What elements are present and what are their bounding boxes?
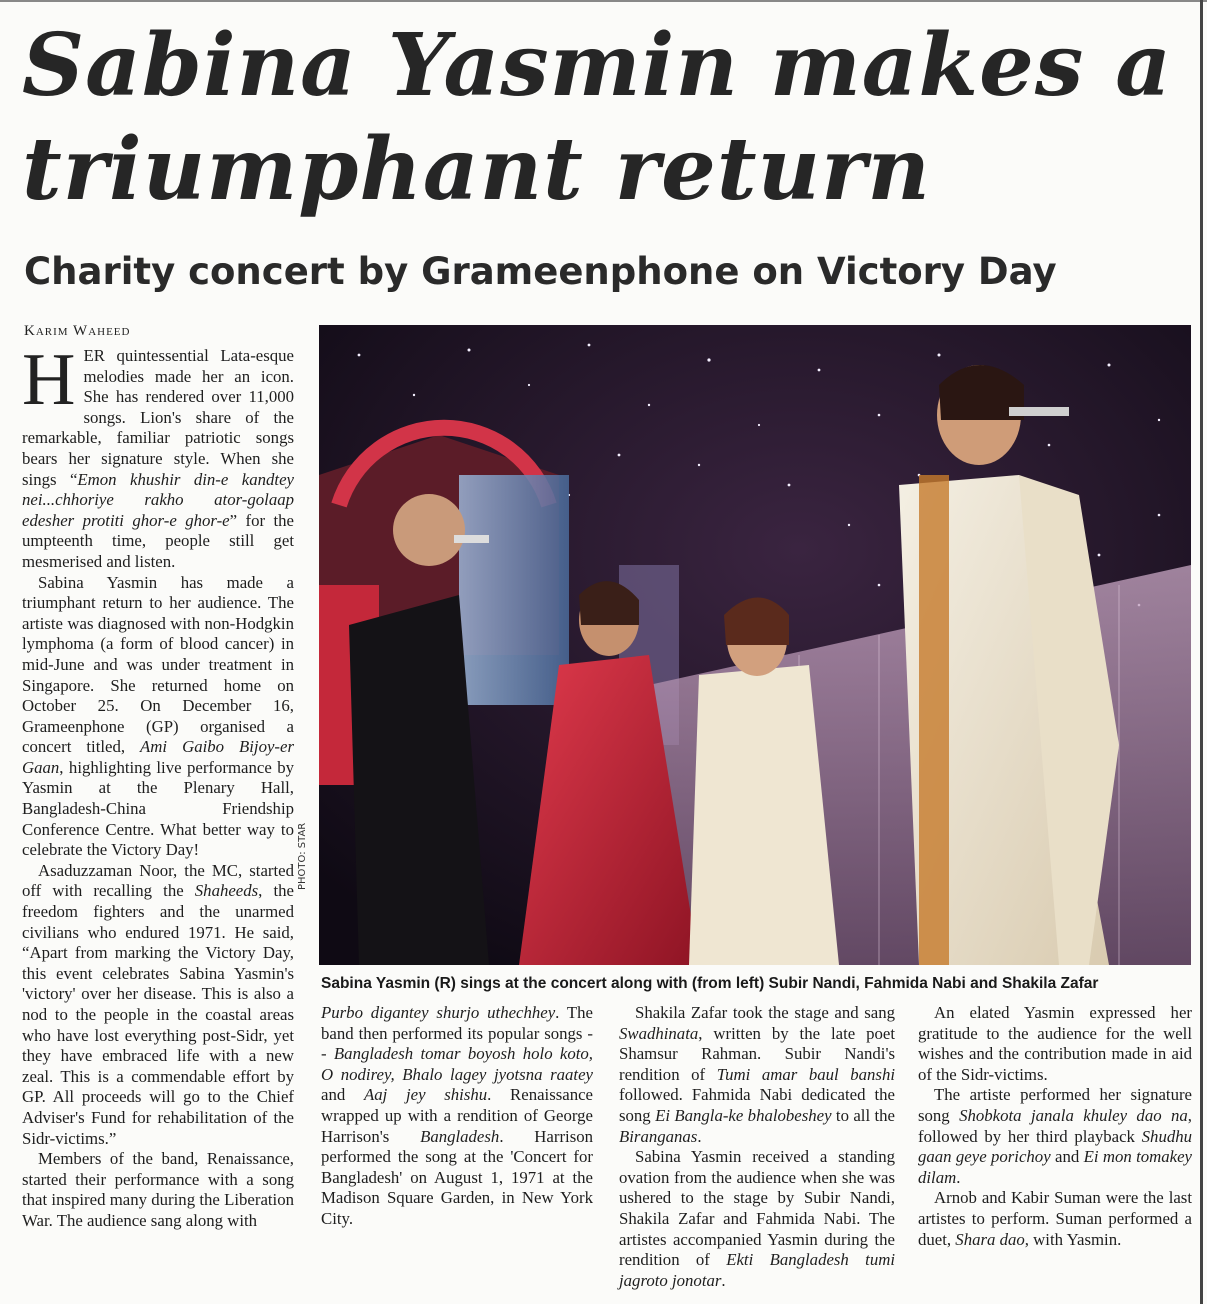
song-title: Aaj jey shishu (363, 1085, 488, 1105)
text-run: Sabina Yasmin has made a triumphant return to her audience. The artiste was diagnosed with non-Hodgkin lymphoma (a form of blood cancer) in mid-June and was under treatment in Singapore. She returned home on October 25. On December 16, Grameenphone (GP) organised a concert titled, (22, 572, 294, 757)
text-run: Asaduzzaman Noor, the MC, started off with recalling the (22, 860, 294, 901)
drop-cap: H (22, 339, 76, 421)
italic-term: Biranganas (619, 1126, 698, 1146)
paragraph-8 (918, 1085, 1192, 1188)
song-title: Tumi amar baul banshi (716, 1064, 895, 1084)
paragraph-9 (918, 1188, 1192, 1250)
stage-scene (319, 325, 1191, 965)
text-run: and (321, 1085, 364, 1105)
italic-term: Shaheeds (194, 881, 259, 901)
text-run: , with Yasmin. (1024, 1229, 1122, 1249)
song-title: Bangladesh (420, 1126, 500, 1146)
song-lyric: Emon khushir din-e kandtey nei...chhoriye rakho ator-golaap edesher protiti ghor-e ghor-e (22, 469, 294, 530)
text-run: . Harrison performed the song at the 'Concert for Bangladesh' on August 1, 1971 at the Madison Square Garden, in New York City. (321, 1126, 594, 1228)
song-title: Purbo digantey shurjo uthechhey (321, 1003, 556, 1022)
song-title: Ei mon tomakey dilam (918, 1147, 1193, 1187)
paragraph-2 (22, 573, 294, 861)
article-column-4 (918, 1003, 1192, 1250)
article-column-3 (619, 1003, 895, 1291)
text-run: Members of the band, Renaissance, started their performance with a song that inspired many during the Liberation War. The audience sang along with (22, 1149, 294, 1230)
text-run: . (697, 1126, 702, 1146)
text-run: to all the (831, 1105, 895, 1125)
paragraph-5 (619, 1003, 895, 1147)
paragraph-7 (918, 1003, 1192, 1085)
text-run: Sabina Yasmin received a standing ovation from the audience when she was ushered to the stage by Subir Nandi, Shakila Zafar and Fahmida Nabi. The artistes accompanied Yasmin during the rendition of (619, 1147, 895, 1270)
text-run: . (956, 1167, 961, 1187)
headline: Sabina Yasmin makes a triumphant return (22, 15, 1172, 220)
text-run: An elated Yasmin expressed her gratitude to the audience for the well wishes and the contribution made in aid of the Sidr-victims. (918, 1003, 1192, 1084)
text-run: . Renaissance wrapped up with a rendition of George Harrison's (321, 1085, 593, 1146)
text-run: , highlighting live performance by Yasmin at the Plenary Hall, Bangladesh-China Friendship Conference Centre. What better way to celebrate the Victory Day! (22, 757, 294, 860)
song-title: Swadhinata (619, 1023, 699, 1043)
article-column-1 (22, 339, 294, 1232)
text-run: followed. Fahmida Nabi dedicated the song (619, 1085, 895, 1125)
subheadline: Charity concert by Grameenphone on Victory Day (24, 250, 1057, 293)
text-run: ” for the umpteenth time, people still get mesmerised and listen. (22, 510, 294, 571)
paragraph-1 (22, 339, 294, 573)
paragraph-4 (22, 1149, 294, 1231)
photo-caption: Sabina Yasmin (R) sings at the concert along with (from left) Subir Nandi, Fahmida Nabi and Shakila Zafar (321, 975, 1099, 992)
text-run: , written by the late poet Shamsur Rahman. Subir Nandi's rendition of (619, 1023, 895, 1084)
paragraph-4-continued (321, 1003, 593, 1230)
song-title: Ekti Bangladesh tumi jagroto jonotar (619, 1250, 895, 1290)
song-title: Ei Bangla-ke bhalobeshey (655, 1105, 832, 1125)
text-run: , the freedom fighters and the unarmed civilians who endured 1971. He said, “Apart from marking the Victory Day, this event celebrates Sabina Yasmin's 'victory' over her disease. This is also a nod to the people in the coastal areas who have lost everything post-Sidr, yet they have embraced life with a new zeal. This is a commendable effort by GP. All proceeds will go to the Chief Adviser's Fund for rehabilitation of the Sidr-victims.” (22, 881, 294, 1148)
column-rule (1200, 0, 1203, 1304)
song-title: Shudhu gaan geye porichoy (918, 1126, 1192, 1167)
song-title: Shobkota janala khuley dao na (959, 1105, 1188, 1125)
photo-credit: PHOTO: STAR (297, 822, 308, 890)
song-title: Shara dao (955, 1229, 1025, 1249)
text-run: . (721, 1270, 726, 1290)
text-run: , followed by her third playback (918, 1105, 1192, 1146)
text-run: The artiste performed her signature song (918, 1085, 1192, 1125)
concert-title: Ami Gaibo Bijoy-er Gaan (22, 737, 294, 777)
byline: Karim Waheed (24, 323, 131, 339)
text-run: ER quintessential Lata-esque melodies made her an icon. She has rendered over 11,000 songs. Lion's share of the remarkable, familiar patriotic songs bears her signature style. When she sings “ (22, 346, 294, 489)
video-screen (459, 475, 569, 705)
text-run: Shakila Zafar took the stage and sang (635, 1003, 895, 1022)
article-column-2 (321, 1003, 593, 1230)
concert-photo (319, 325, 1191, 965)
song-titles: Bangladesh tomar boyosh holo koto, O nodirey, Bhalo lagey jyotsna raatey (321, 1044, 593, 1084)
paragraph-3 (22, 861, 294, 1149)
top-rule (0, 0, 1207, 2)
text-run: and (1050, 1147, 1084, 1167)
text-run: Arnob and Kabir Suman were the last artistes to perform. Suman performed a duet, (918, 1188, 1192, 1249)
text-run: . The band then performed its popular songs -- (321, 1003, 593, 1064)
paragraph-6 (619, 1147, 895, 1291)
